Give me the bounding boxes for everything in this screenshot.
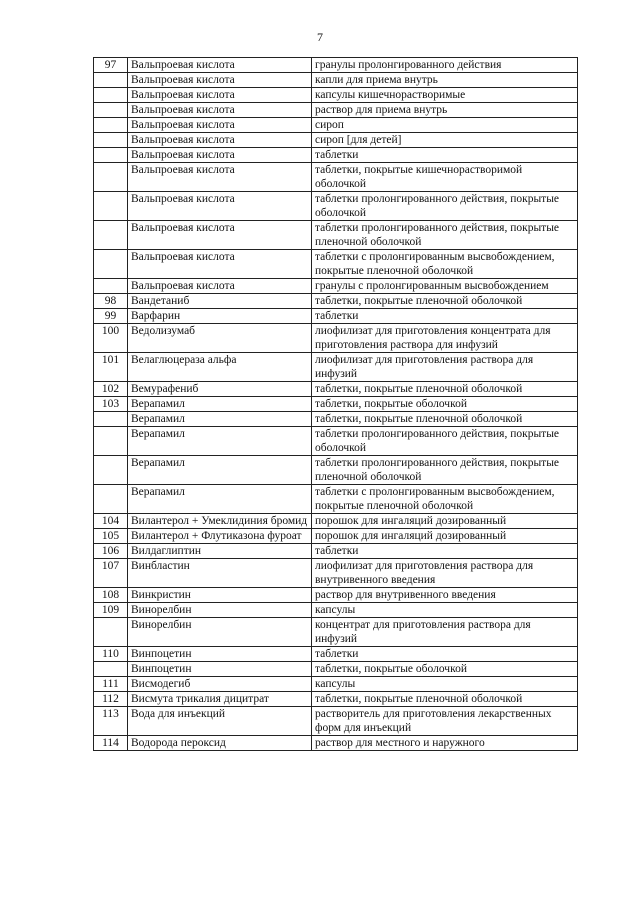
dosage-form: гранулы с пролонгированным высвобождением [312, 279, 578, 294]
drug-name: Велаглюцераза альфа [128, 353, 312, 382]
drug-name: Верапамил [128, 412, 312, 427]
row-number [94, 485, 128, 514]
drug-name: Вальпроевая кислота [128, 192, 312, 221]
dosage-form: таблетки пролонгированного действия, покрытые пленочной оболочкой [312, 456, 578, 485]
drug-name: Вальпроевая кислота [128, 58, 312, 73]
row-number: 101 [94, 353, 128, 382]
row-number [94, 221, 128, 250]
table-row [94, 163, 578, 192]
table-row [94, 662, 578, 677]
table-row [94, 618, 578, 647]
table-row [94, 544, 578, 559]
drug-name: Вилантерол + Флутиказона фуроат [128, 529, 312, 544]
row-number [94, 662, 128, 677]
row-number: 97 [94, 58, 128, 73]
table-row [94, 73, 578, 88]
table-row [94, 309, 578, 324]
drug-name: Винкристин [128, 588, 312, 603]
drug-table [93, 57, 578, 751]
row-number [94, 618, 128, 647]
table-row [94, 647, 578, 662]
row-number [94, 250, 128, 279]
dosage-form: лиофилизат для приготовления раствора для внутривенного введения [312, 559, 578, 588]
page-number: 7 [317, 30, 323, 44]
table-row [94, 192, 578, 221]
row-number: 113 [94, 707, 128, 736]
drug-name: Верапамил [128, 456, 312, 485]
row-number: 111 [94, 677, 128, 692]
dosage-form: таблетки, покрытые пленочной оболочкой [312, 382, 578, 397]
table-row [94, 118, 578, 133]
table-row [94, 603, 578, 618]
dosage-form: таблетки, покрытые пленочной оболочкой [312, 692, 578, 707]
drug-name: Вальпроевая кислота [128, 279, 312, 294]
drug-name: Верапамил [128, 485, 312, 514]
table-row [94, 324, 578, 353]
row-number [94, 88, 128, 103]
row-number: 104 [94, 514, 128, 529]
row-number [94, 412, 128, 427]
row-number: 100 [94, 324, 128, 353]
table-row [94, 677, 578, 692]
dosage-form: таблетки, покрытые пленочной оболочкой [312, 294, 578, 309]
row-number [94, 279, 128, 294]
table-row [94, 397, 578, 412]
dosage-form: лиофилизат для приготовления концентрата для приготовления раствора для инфузий [312, 324, 578, 353]
dosage-form: таблетки [312, 148, 578, 163]
drug-name: Вемурафениб [128, 382, 312, 397]
dosage-form: гранулы пролонгированного действия [312, 58, 578, 73]
table-row [94, 279, 578, 294]
table-body [94, 58, 578, 751]
dosage-form: таблетки, покрытые пленочной оболочкой [312, 412, 578, 427]
dosage-form: растворитель для приготовления лекарственных форм для инъекций [312, 707, 578, 736]
drug-name: Вальпроевая кислота [128, 163, 312, 192]
drug-name: Вальпроевая кислота [128, 103, 312, 118]
row-number [94, 163, 128, 192]
drug-name: Верапамил [128, 427, 312, 456]
dosage-form: таблетки [312, 544, 578, 559]
table-row [94, 88, 578, 103]
drug-name: Вальпроевая кислота [128, 133, 312, 148]
row-number: 103 [94, 397, 128, 412]
row-number [94, 103, 128, 118]
row-number [94, 192, 128, 221]
table-row [94, 514, 578, 529]
dosage-form: капли для приема внутрь [312, 73, 578, 88]
dosage-form: капсулы [312, 677, 578, 692]
row-number: 109 [94, 603, 128, 618]
table-row [94, 148, 578, 163]
dosage-form: раствор для внутривенного введения [312, 588, 578, 603]
drug-name: Вальпроевая кислота [128, 73, 312, 88]
dosage-form: таблетки пролонгированного действия, покрытые пленочной оболочкой [312, 221, 578, 250]
table-row [94, 485, 578, 514]
table-row [94, 412, 578, 427]
table-row [94, 736, 578, 751]
dosage-form: таблетки пролонгированного действия, покрытые оболочкой [312, 427, 578, 456]
table-row [94, 221, 578, 250]
drug-name: Вандетаниб [128, 294, 312, 309]
dosage-form: лиофилизат для приготовления раствора для инфузий [312, 353, 578, 382]
row-number: 98 [94, 294, 128, 309]
dosage-form: капсулы [312, 603, 578, 618]
dosage-form: концентрат для приготовления раствора для инфузий [312, 618, 578, 647]
table-row [94, 707, 578, 736]
drug-name: Винорелбин [128, 603, 312, 618]
dosage-form: таблетки с пролонгированным высвобождением, покрытые пленочной оболочкой [312, 485, 578, 514]
drug-name: Верапамил [128, 397, 312, 412]
row-number: 112 [94, 692, 128, 707]
drug-name: Вальпроевая кислота [128, 118, 312, 133]
dosage-form: порошок для ингаляций дозированный [312, 529, 578, 544]
table-row [94, 294, 578, 309]
row-number [94, 118, 128, 133]
dosage-form: капсулы кишечнорастворимые [312, 88, 578, 103]
row-number [94, 456, 128, 485]
dosage-form: раствор для местного и наружного [312, 736, 578, 751]
dosage-form: таблетки, покрытые кишечнорастворимой оболочкой [312, 163, 578, 192]
row-number [94, 148, 128, 163]
row-number: 107 [94, 559, 128, 588]
row-number: 105 [94, 529, 128, 544]
row-number: 106 [94, 544, 128, 559]
drug-name: Винорелбин [128, 618, 312, 647]
drug-name: Винбластин [128, 559, 312, 588]
row-number: 102 [94, 382, 128, 397]
table-row [94, 456, 578, 485]
drug-name: Варфарин [128, 309, 312, 324]
table-row [94, 133, 578, 148]
row-number [94, 133, 128, 148]
drug-name: Водорода пероксид [128, 736, 312, 751]
row-number [94, 427, 128, 456]
table-row [94, 559, 578, 588]
table-row [94, 382, 578, 397]
dosage-form: раствор для приема внутрь [312, 103, 578, 118]
dosage-form: сироп [312, 118, 578, 133]
table-row [94, 427, 578, 456]
drug-name: Висмута трикалия дицитрат [128, 692, 312, 707]
dosage-form: таблетки пролонгированного действия, покрытые оболочкой [312, 192, 578, 221]
drug-name: Вилдаглиптин [128, 544, 312, 559]
drug-name: Вилантерол + Умеклидиния бромид [128, 514, 312, 529]
table-row [94, 529, 578, 544]
drug-name: Вальпроевая кислота [128, 250, 312, 279]
drug-name: Вальпроевая кислота [128, 148, 312, 163]
table-row [94, 353, 578, 382]
table-row [94, 588, 578, 603]
dosage-form: таблетки [312, 309, 578, 324]
drug-name: Ведолизумаб [128, 324, 312, 353]
row-number: 110 [94, 647, 128, 662]
drug-name: Винпоцетин [128, 662, 312, 677]
drug-name: Винпоцетин [128, 647, 312, 662]
table-row [94, 692, 578, 707]
table-row [94, 250, 578, 279]
table-row [94, 103, 578, 118]
row-number: 99 [94, 309, 128, 324]
dosage-form: порошок для ингаляций дозированный [312, 514, 578, 529]
drug-name: Вальпроевая кислота [128, 221, 312, 250]
dosage-form: таблетки [312, 647, 578, 662]
dosage-form: таблетки с пролонгированным высвобождением, покрытые пленочной оболочкой [312, 250, 578, 279]
drug-name: Вода для инъекций [128, 707, 312, 736]
row-number: 108 [94, 588, 128, 603]
row-number: 114 [94, 736, 128, 751]
dosage-form: таблетки, покрытые оболочкой [312, 397, 578, 412]
dosage-form: таблетки, покрытые оболочкой [312, 662, 578, 677]
table-row [94, 58, 578, 73]
drug-name: Вальпроевая кислота [128, 88, 312, 103]
dosage-form: сироп [для детей] [312, 133, 578, 148]
row-number [94, 73, 128, 88]
drug-name: Висмодегиб [128, 677, 312, 692]
